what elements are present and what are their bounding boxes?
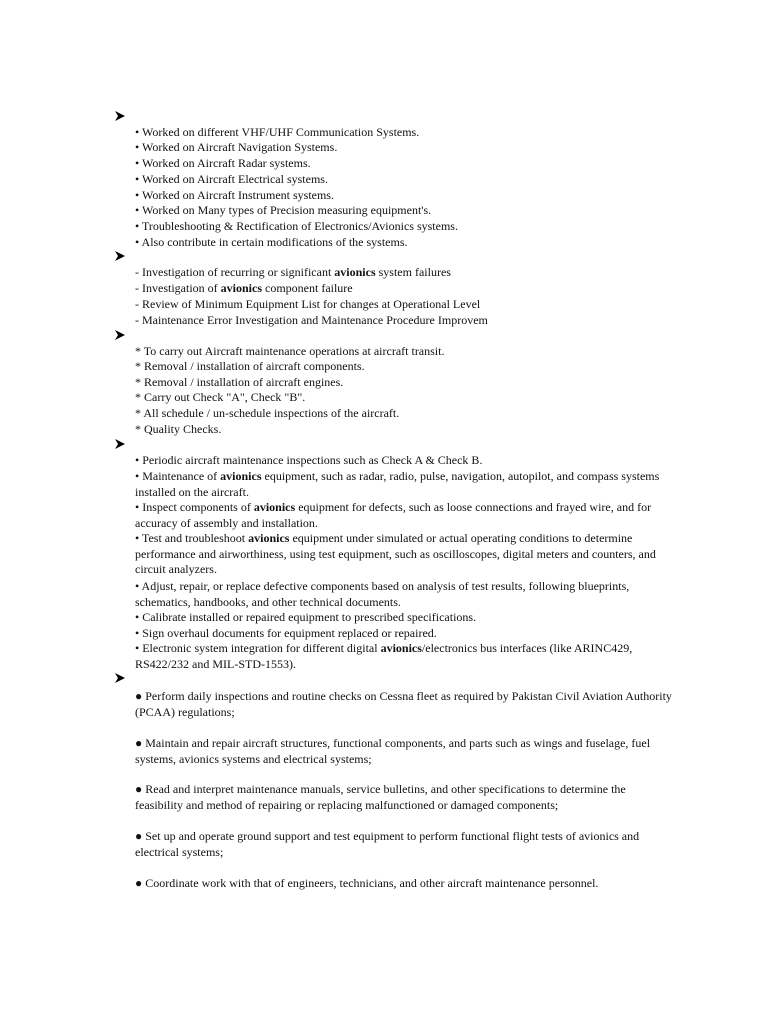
list-item: • Troubleshooting & Rectification of Electronics/Avionics systems. bbox=[135, 219, 458, 233]
list-item: • Worked on Aircraft Navigation Systems. bbox=[135, 140, 338, 154]
list-item: • Maintenance of avionics equipment, such as radar, radio, pulse, navigation, autopilot, and compass systems installed on the aircraft. bbox=[135, 469, 660, 499]
keyword-avionics: avionics bbox=[220, 469, 262, 483]
list-item: * To carry out Aircraft maintenance operations at aircraft transit. bbox=[135, 344, 445, 358]
arrow-bullet-icon bbox=[114, 110, 126, 122]
list-item: • Electronic system integration for different digital avionics/electronics bus interfaces (like ARINC429, RS422/232 and MIL-STD-1553). bbox=[135, 641, 633, 671]
list-item: • Inspect components of avionics equipment for defects, such as loose connections and frayed wire, and for accuracy of assembly and installation. bbox=[135, 500, 652, 530]
list-item: • Calibrate installed or repaired equipment to prescribed specifications. bbox=[135, 610, 477, 624]
list-item: ● Perform daily inspections and routine checks on Cessna fleet as required by Pakistan Civil Aviation Authority (PCAA) regulations; bbox=[135, 689, 672, 719]
keyword-avionics: avionics bbox=[334, 265, 376, 279]
list-item: • Adjust, repair, or replace defective components based on analysis of test results, following blueprints, schematics, handbooks, and other technical documents. bbox=[135, 579, 630, 609]
list-item: • Periodic aircraft maintenance inspections such as Check A & Check B. bbox=[135, 453, 483, 467]
list-item: • Also contribute in certain modifications of the systems. bbox=[135, 235, 408, 249]
list-item: ● Read and interpret maintenance manuals, service bulletins, and other specifications to determine the feasibility and method of repairing or replacing malfunctioned or damaged components; bbox=[135, 782, 626, 812]
list-item: * Quality Checks. bbox=[135, 422, 222, 436]
list-item: * Carry out Check "A", Check "B". bbox=[135, 390, 306, 404]
list-item: - Investigation of avionics component failure bbox=[135, 281, 353, 295]
list-item: * Removal / installation of aircraft engines. bbox=[135, 375, 344, 389]
list-item: • Worked on Aircraft Radar systems. bbox=[135, 156, 311, 170]
keyword-avionics: avionics bbox=[380, 641, 422, 655]
list-item: * All schedule / un-schedule inspections of the aircraft. bbox=[135, 406, 400, 420]
list-item: ● Coordinate work with that of engineers, technicians, and other aircraft maintenance personnel. bbox=[135, 876, 599, 890]
list-item: ● Set up and operate ground support and test equipment to perform functional flight tests of avionics and electrical systems; bbox=[135, 829, 640, 859]
list-item: * Removal / installation of aircraft components. bbox=[135, 359, 365, 373]
arrow-bullet-icon bbox=[114, 438, 126, 450]
keyword-avionics: avionics bbox=[248, 531, 290, 545]
keyword-avionics: avionics bbox=[253, 500, 296, 514]
list-item: • Worked on Aircraft Instrument systems. bbox=[135, 188, 334, 202]
arrow-bullet-icon bbox=[114, 672, 126, 684]
list-item: - Investigation of recurring or significant avionics system failures bbox=[135, 265, 451, 279]
list-item: - Review of Minimum Equipment List for changes at Operational Level bbox=[135, 297, 481, 311]
list-item: • Worked on Many types of Precision measuring equipment's. bbox=[135, 203, 432, 217]
arrow-bullet-icon bbox=[114, 329, 126, 341]
list-item: • Worked on different VHF/UHF Communication Systems. bbox=[135, 125, 420, 139]
arrow-bullet-icon bbox=[114, 250, 126, 262]
list-item: • Test and troubleshoot avionics equipment under simulated or actual operating conditions to determine performance and airworthiness, using test equipment, such as oscilloscopes, digital meters and counters, and circuit analyzers. bbox=[135, 531, 656, 577]
list-item: - Maintenance Error Investigation and Maintenance Procedure Improvem bbox=[135, 313, 488, 327]
keyword-avionics: avionics bbox=[220, 281, 262, 295]
list-item: • Worked on Aircraft Electrical systems. bbox=[135, 172, 328, 186]
list-item: ● Maintain and repair aircraft structures, functional components, and parts such as wings and fuselage, fuel systems, avionics systems and electrical systems; bbox=[135, 736, 651, 766]
list-item: • Sign overhaul documents for equipment replaced or repaired. bbox=[135, 626, 437, 640]
